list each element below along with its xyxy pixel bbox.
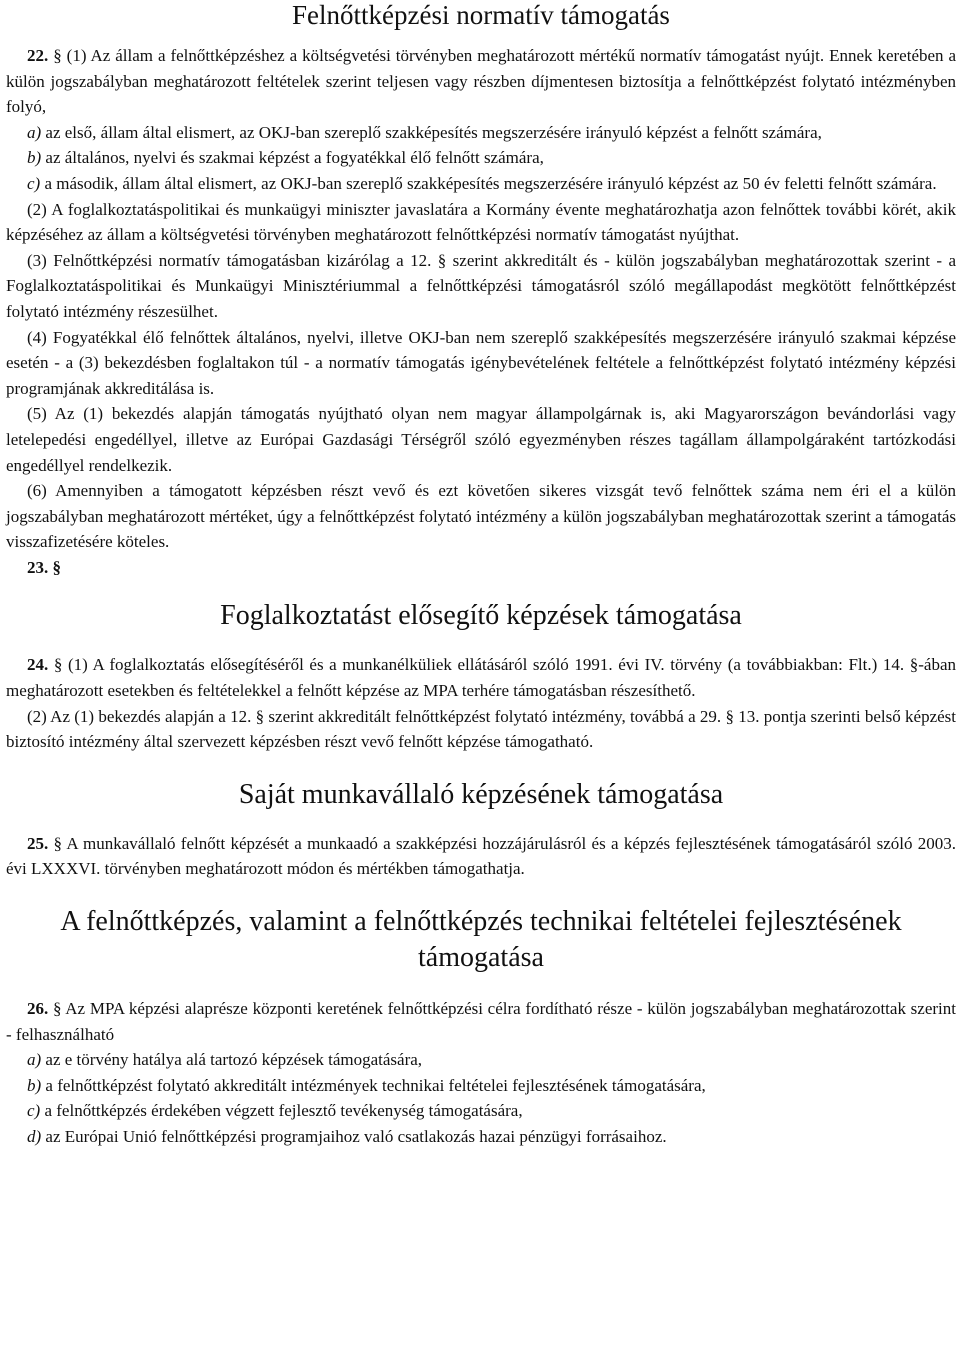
item-c-text: a második, állam által elismert, az OKJ-ban szereplő szakképesítés megszerzésére irányuló képzést az 50 év feletti felnőtt számára.	[44, 173, 937, 193]
section-26-para-1-text: Az MPA képzési alaprésze központi keretének felnőttképzési célra fordítható része - külön jogszabályban meghatározottak szerint - felhasználható	[6, 999, 956, 1044]
item-a-label: a)	[27, 1050, 42, 1070]
item-d-text: az Európai Unió felnőttképzési programjaihoz való csatlakozás hazai pénzügyi forrásaihoz.	[45, 1127, 667, 1146]
section-22-para-5: (5) Az (1) bekezdés alapján támogatás nyújtható olyan nem magyar állampolgárnak is, aki Magyarországon bevándorlási vagy letelepedési engedéllyel, illetve az Európai Gazdasági Térségről szóló egyezményben részes tagállam állampolgáraként tartózkodási engedéllyel rendelkezik.	[6, 404, 956, 475]
section-26-item-a	[6, 1047, 956, 1073]
heading-technikai-feltetelek: A felnőttképzés, valamint a felnőttképzés technikai feltételei fejlesztésének támogatása	[60, 906, 902, 974]
section-26-item-d	[6, 1124, 956, 1150]
section-26-item-b	[6, 1073, 956, 1099]
item-c-label: c)	[27, 1101, 41, 1121]
section-22-para-3: (3) Felnőttképzési normatív támogatásban kizárólag a 12. § szerint akkreditált és - külön jogszabályban meghatározottak szerint - a Foglalkoztatáspolitikai és Munkaügyi Minisztériummal a felnőttképzési támogatásról szóló megállapodást megkötött felnőttképzést folytató intézmény részesülhet.	[6, 250, 956, 321]
section-24-number: 24.	[27, 655, 49, 675]
section-24-para-2: (2) Az (1) bekezdés alapján a 12. § szerint akkreditált felnőttképzést folytató intézmény, továbbá a 29. § 13. pontja szerinti belső képzést biztosító intézmény által szervezett képzésben részt vevő felnőtt képzése támogatható.	[6, 706, 956, 752]
section-22-para-1-text: (1) Az állam a felnőttképzéshez a költségvetési törvényben meghatározott mértékű normatív támogatást nyújt. Ennek keretében a külön jogszabályban meghatározott feltételek szerint teljesen vagy részben díjmentesen biztosítja a felnőttképzést folytató intézményben folyó,	[6, 46, 957, 117]
item-d-label: d)	[27, 1127, 42, 1146]
section-24-para-1	[6, 652, 956, 703]
section-22-number: 22.	[27, 46, 49, 65]
document-title: Felnőttképzési normatív támogatás	[292, 0, 670, 30]
section-22-para-2: (2) A foglalkoztatáspolitikai és munkaügyi miniszter javaslatára a Kormány évente meghatározhatja azon felnőttek további körét, akik képzéséhez az állam a költségvetési törvényben meghatározott felnőttképzési normatív támogatást nyújthat.	[6, 199, 956, 245]
section-22-item-b	[6, 145, 956, 171]
section-23-number: 23. §	[27, 557, 61, 577]
section-sign-icon: §	[53, 655, 63, 675]
section-26-para-1	[6, 996, 956, 1047]
item-b-text: a felnőttképzést folytató akkreditált intézmények technikai feltételei fejlesztésének támogatására,	[45, 1075, 706, 1095]
section-25-number: 25.	[27, 833, 49, 853]
item-b-text: az általános, nyelvi és szakmai képzést a fogyatékkal élő felnőtt számára,	[45, 148, 544, 168]
item-c-text: a felnőttképzés érdekében végzett fejlesztő tevékenység támogatására,	[44, 1101, 523, 1121]
item-a-label: a)	[27, 122, 42, 142]
section-22-item-a	[6, 120, 956, 146]
section-24-para-1-text: (1) A foglalkoztatás elősegítéséről és a munkanélküliek ellátásáról szóló 1991. évi IV. törvény (a továbbiakban: Flt.) 14. §-ában meghatározott esetekben és feltételekkel a felnőtt képzése az MPA terhére támogatásban részesíthető.	[6, 655, 956, 701]
section-25-para-1	[6, 831, 956, 882]
section-26-number: 26.	[27, 999, 49, 1019]
item-a-text: az e törvény hatálya alá tartozó képzések támogatására,	[45, 1050, 423, 1070]
section-22-item-c	[6, 171, 956, 197]
heading-sajat-munkavallalo: Saját munkavállaló képzésének támogatása	[238, 778, 724, 810]
section-25-para-1-text: A munkavállaló felnőtt képzését a munkaadó a szakképzési hozzájárulásról és a képzés fejlesztésének támogatásáról szóló 2003. évi LXXXVI. törvényben meghatározott módon és mértékben támogathatja.	[6, 833, 957, 879]
item-b-label: b)	[27, 1075, 42, 1095]
section-22-para-6: (6) Amennyiben a támogatott képzésben részt vevő és ezt követően sikeres vizsgát tevő felnőttek száma nem éri el a külön jogszabályban meghatározott mértéket, úgy a felnőttképzést folytató intézmény a külön jogszabályban meghatározottak szerint a támogatás visszafizetésére köteles.	[6, 481, 956, 552]
heading-foglalkoztatast: Foglalkoztatást elősegítő képzések támogatása	[220, 600, 742, 632]
section-sign-icon: §	[52, 999, 62, 1019]
section-26-item-c	[6, 1098, 956, 1124]
item-c-label: c)	[27, 173, 41, 193]
section-22-para-4: (4) Fogyatékkal élő felnőttek általános, nyelvi, illetve OKJ-ban nem szereplő szakképesítés megszerzésére irányuló szakmai képzése esetén - a (3) bekezdésben foglaltakon túl - a normatív támogatás igénybevételének feltétele a felnőttképzést folytató intézmény képzési programjának akkreditálása is.	[6, 327, 956, 398]
section-22-para-1	[6, 43, 956, 120]
section-sign-icon: §	[53, 833, 63, 853]
item-b-label: b)	[27, 148, 42, 168]
section-sign-icon: §	[53, 46, 62, 65]
item-a-text: az első, állam által elismert, az OKJ-ban szereplő szakképesítés megszerzésére irányuló képzést a felnőtt számára,	[45, 122, 822, 142]
